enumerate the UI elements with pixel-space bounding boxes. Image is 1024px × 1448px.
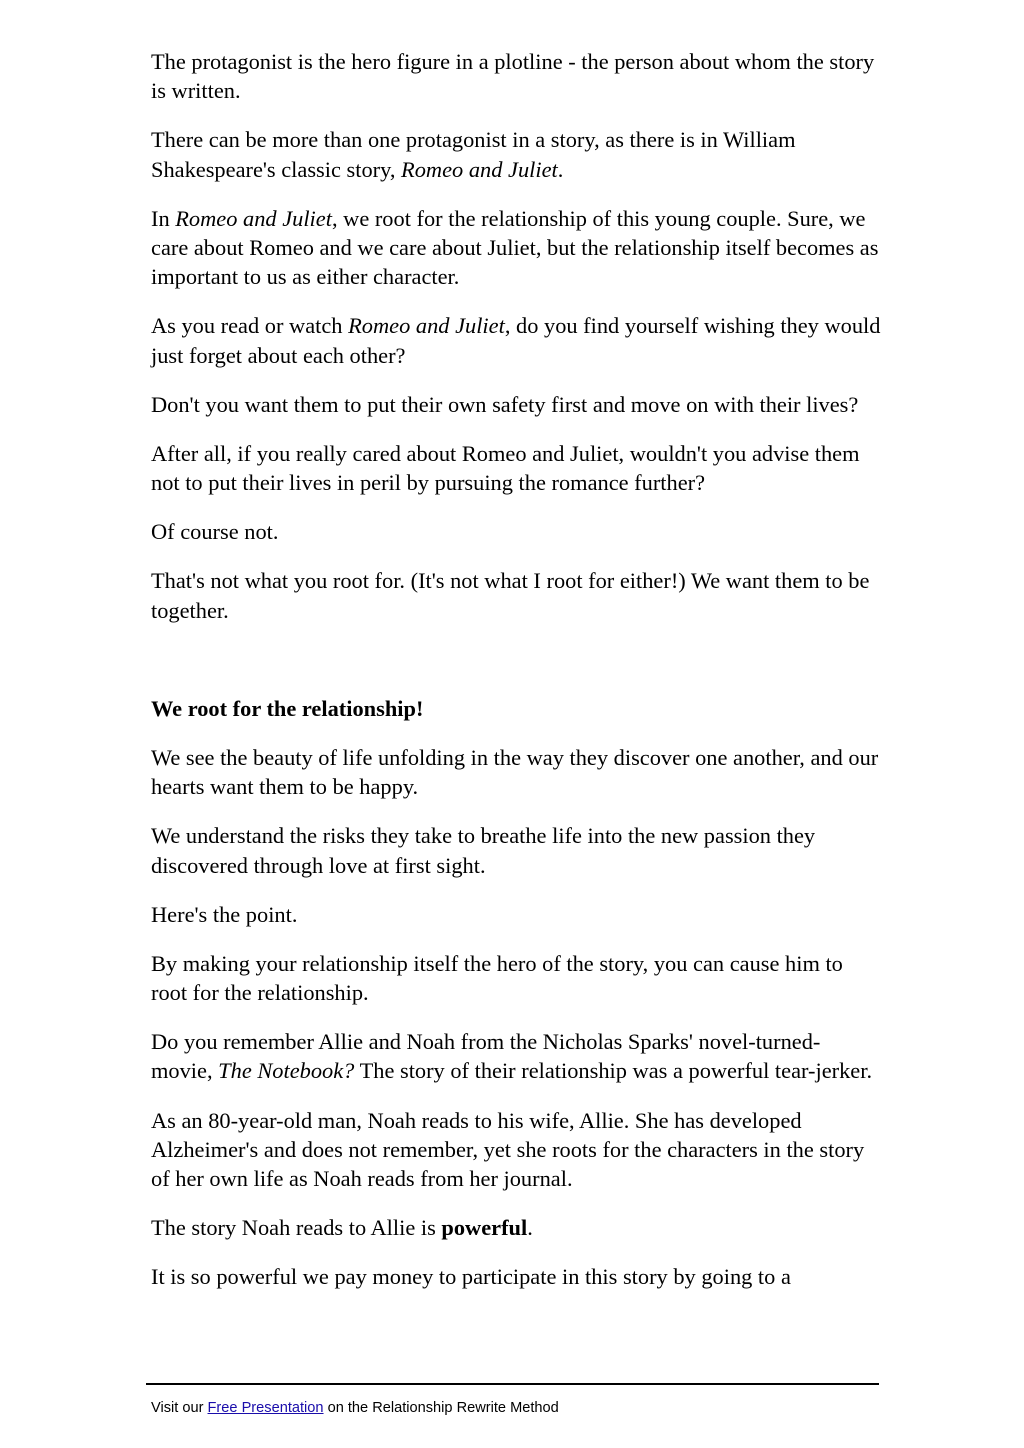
title-the-notebook: The Notebook? — [218, 1058, 355, 1084]
paragraph-story-powerful: The story Noah reads to Allie is powerful. — [151, 1215, 533, 1241]
footer-prefix: Visit our — [151, 1400, 208, 1416]
paragraph-multiple-protagonists: There can be more than one protagonist in a story, as there is in William Shakespeare's classic story, Romeo and Juliet. — [151, 127, 796, 182]
document-body — [151, 47, 881, 1311]
paragraph-safety-question: Don't you want them to put their own safety first and move on with their lives? — [151, 391, 859, 417]
footer-suffix: on the Relationship Rewrite Method — [323, 1400, 559, 1416]
emphasis-powerful: powerful — [441, 1215, 528, 1241]
paragraph-understand-risks: We understand the risks they take to breathe life into the new passion they discovered through love at first sight. — [151, 823, 816, 878]
paragraph-pay-money: It is so powerful we pay money to participate in this story by going to a — [151, 1264, 791, 1290]
paragraph-of-course-not: Of course not. — [151, 519, 279, 545]
paragraph-notebook: Do you remember Allie and Noah from the Nicholas Sparks' novel-turned-movie, The Notebook? The story of their relationship was a powerful tear-jerker. — [151, 1029, 873, 1084]
paragraph-advise-question: After all, if you really cared about Romeo and Juliet, wouldn't you advise them not to put their lives in peril by pursuing the romance further? — [151, 440, 860, 496]
page-footer — [151, 1399, 559, 1417]
paragraph-relationship-hero: By making your relationship itself the hero of the story, you can cause him to root for the relationship. — [151, 950, 843, 1006]
paragraph-beauty-of-life: We see the beauty of life unfolding in the way they discover one another, and our hearts want them to be happy. — [151, 744, 879, 800]
section-spacer — [151, 645, 881, 694]
paragraph-root-for-relationship: In Romeo and Juliet, we root for the relationship of this young couple. Sure, we care about Romeo and we care about Juliet, but the relationship itself becomes as important to us as either character. — [151, 205, 879, 290]
title-romeo-and-juliet: Romeo and Juliet — [401, 156, 558, 182]
paragraph-noah-reads: As an 80-year-old man, Noah reads to his wife, Allie. She has developed Alzheimer's and does not remember, yet she roots for the characters in the story of her own life as Noah reads from her journal. — [151, 1107, 865, 1192]
section-heading: We root for the relationship! — [151, 695, 424, 721]
paragraph-want-together: That's not what you root for. (It's not what I root for either!) We want them to be together. — [151, 568, 870, 623]
paragraph-protagonist-definition: The protagonist is the hero figure in a plotline - the person about whom the story is written. — [151, 49, 875, 104]
free-presentation-link[interactable]: Free Presentation — [207, 1400, 324, 1416]
paragraph-heres-the-point: Here's the point. — [151, 901, 298, 927]
title-romeo-and-juliet: Romeo and Juliet — [175, 205, 332, 231]
title-romeo-and-juliet: Romeo and Juliet — [348, 313, 505, 339]
paragraph-wishing-question: As you read or watch Romeo and Juliet, do you find yourself wishing they would just forget about each other? — [151, 313, 881, 368]
footer-divider — [146, 1383, 879, 1385]
